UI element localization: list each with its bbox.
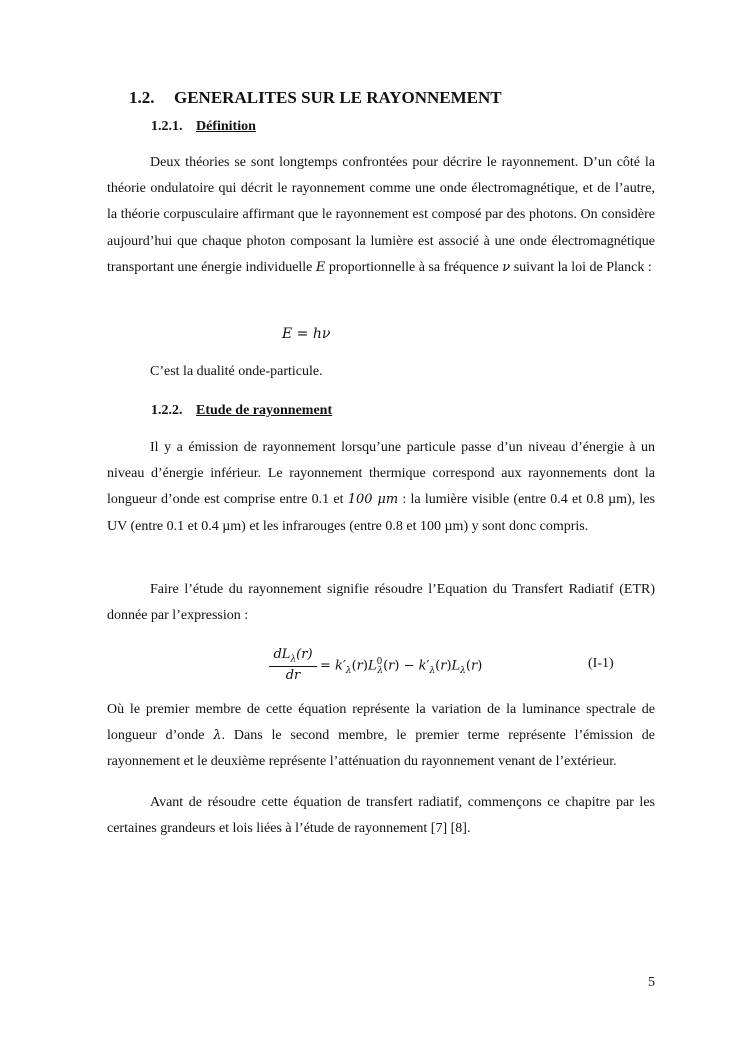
text-run: Avant de résoudre cette équation de transfert radiatif, commençons ce chapitre par les certaines grandeurs et lois liées à l’étude de rayonnement [7] [8].: [107, 795, 655, 837]
fraction-denominator: dr: [285, 667, 301, 683]
subsection-title: Définition: [196, 119, 256, 134]
section-number: 1.2.: [129, 88, 155, 107]
subsection-title: Etude de rayonnement: [196, 403, 333, 418]
subsection-heading-definition: [151, 119, 256, 135]
text-run: Faire l’étude du rayonnement signifie résoudre l’Equation du Transfert Radiatif (ETR) donnée par l’expression :: [107, 582, 655, 624]
paragraph-duality: [107, 359, 655, 385]
section-heading: [129, 88, 502, 108]
page-number: 5: [648, 975, 655, 990]
equation-planck: E = hν: [282, 326, 331, 342]
text-run: proportionnelle à sa fréquence: [325, 259, 503, 275]
text-run: Où le premier membre de cette équation représente la variation de la luminance spectrale de longueur d’onde: [107, 702, 655, 744]
paragraph-theories: [107, 150, 655, 281]
subsection-heading-etude: [151, 403, 332, 419]
math-symbol-lambda: λ: [213, 728, 222, 744]
text-run: Il y a émission de rayonnement lorsqu’une particule passe d’un niveau d’énergie à un niveau d’énergie inférieur. Le rayonnement thermique correspond aux rayonnements dont la longueur d’onde est comprise entre 0.1 et: [107, 440, 655, 508]
paragraph-conclusion: [107, 790, 655, 842]
text-run: . Dans le second membre, le premier terme représente l’émission de rayonnement et le deuxième représente l’atténuation du rayonnement venant de l’extérieur.: [107, 728, 655, 770]
text-run: suivant la loi de Planck :: [510, 259, 652, 275]
equation-etr-fraction: [269, 647, 317, 683]
equation-etr-rhs: = $k'_\lambda(r)L^0_\lambda(r) - k'_\lambda(r)L_\lambda(r)$: [320, 657, 483, 676]
text-run: C’est la dualité onde-particule.: [150, 364, 323, 379]
math-symbol-E: E: [315, 259, 326, 275]
equation-number: (I-1): [588, 656, 614, 671]
section-title: GENERALITES SUR LE RAYONNEMENT: [174, 88, 502, 107]
fraction-numerator: $dL_\lambda(r)$: [269, 647, 317, 667]
text-run: Deux théories se sont longtemps confrontées pour décrire le rayonnement. D’un côté la théorie ondulatoire qui décrit le rayonnement comme une onde électromagnétique, et de l’autre, la théorie corpusculaire affirmant que le rayonnement est composé par des photons. On considère aujourd’hui que chaque photon composant la lumière est associé à une onde électromagnétique transportant une énergie individuelle: [107, 155, 655, 275]
math-value: 100 μm: [347, 492, 399, 508]
paragraph-explanation: [107, 697, 655, 776]
math-symbol-nu: ν: [502, 259, 511, 275]
text-run: : la lumière visible (entre 0.4 et 0.8 µm), les UV (entre 0.1 et 0.4 µm) et les infrarouges (entre 0.8 et 100 µm) y sont donc compris.: [107, 492, 655, 534]
subsection-number: 1.2.2.: [151, 403, 183, 418]
subsection-number: 1.2.1.: [151, 119, 183, 134]
paragraph-etr-intro: [107, 577, 655, 629]
paragraph-emission: [107, 435, 655, 540]
